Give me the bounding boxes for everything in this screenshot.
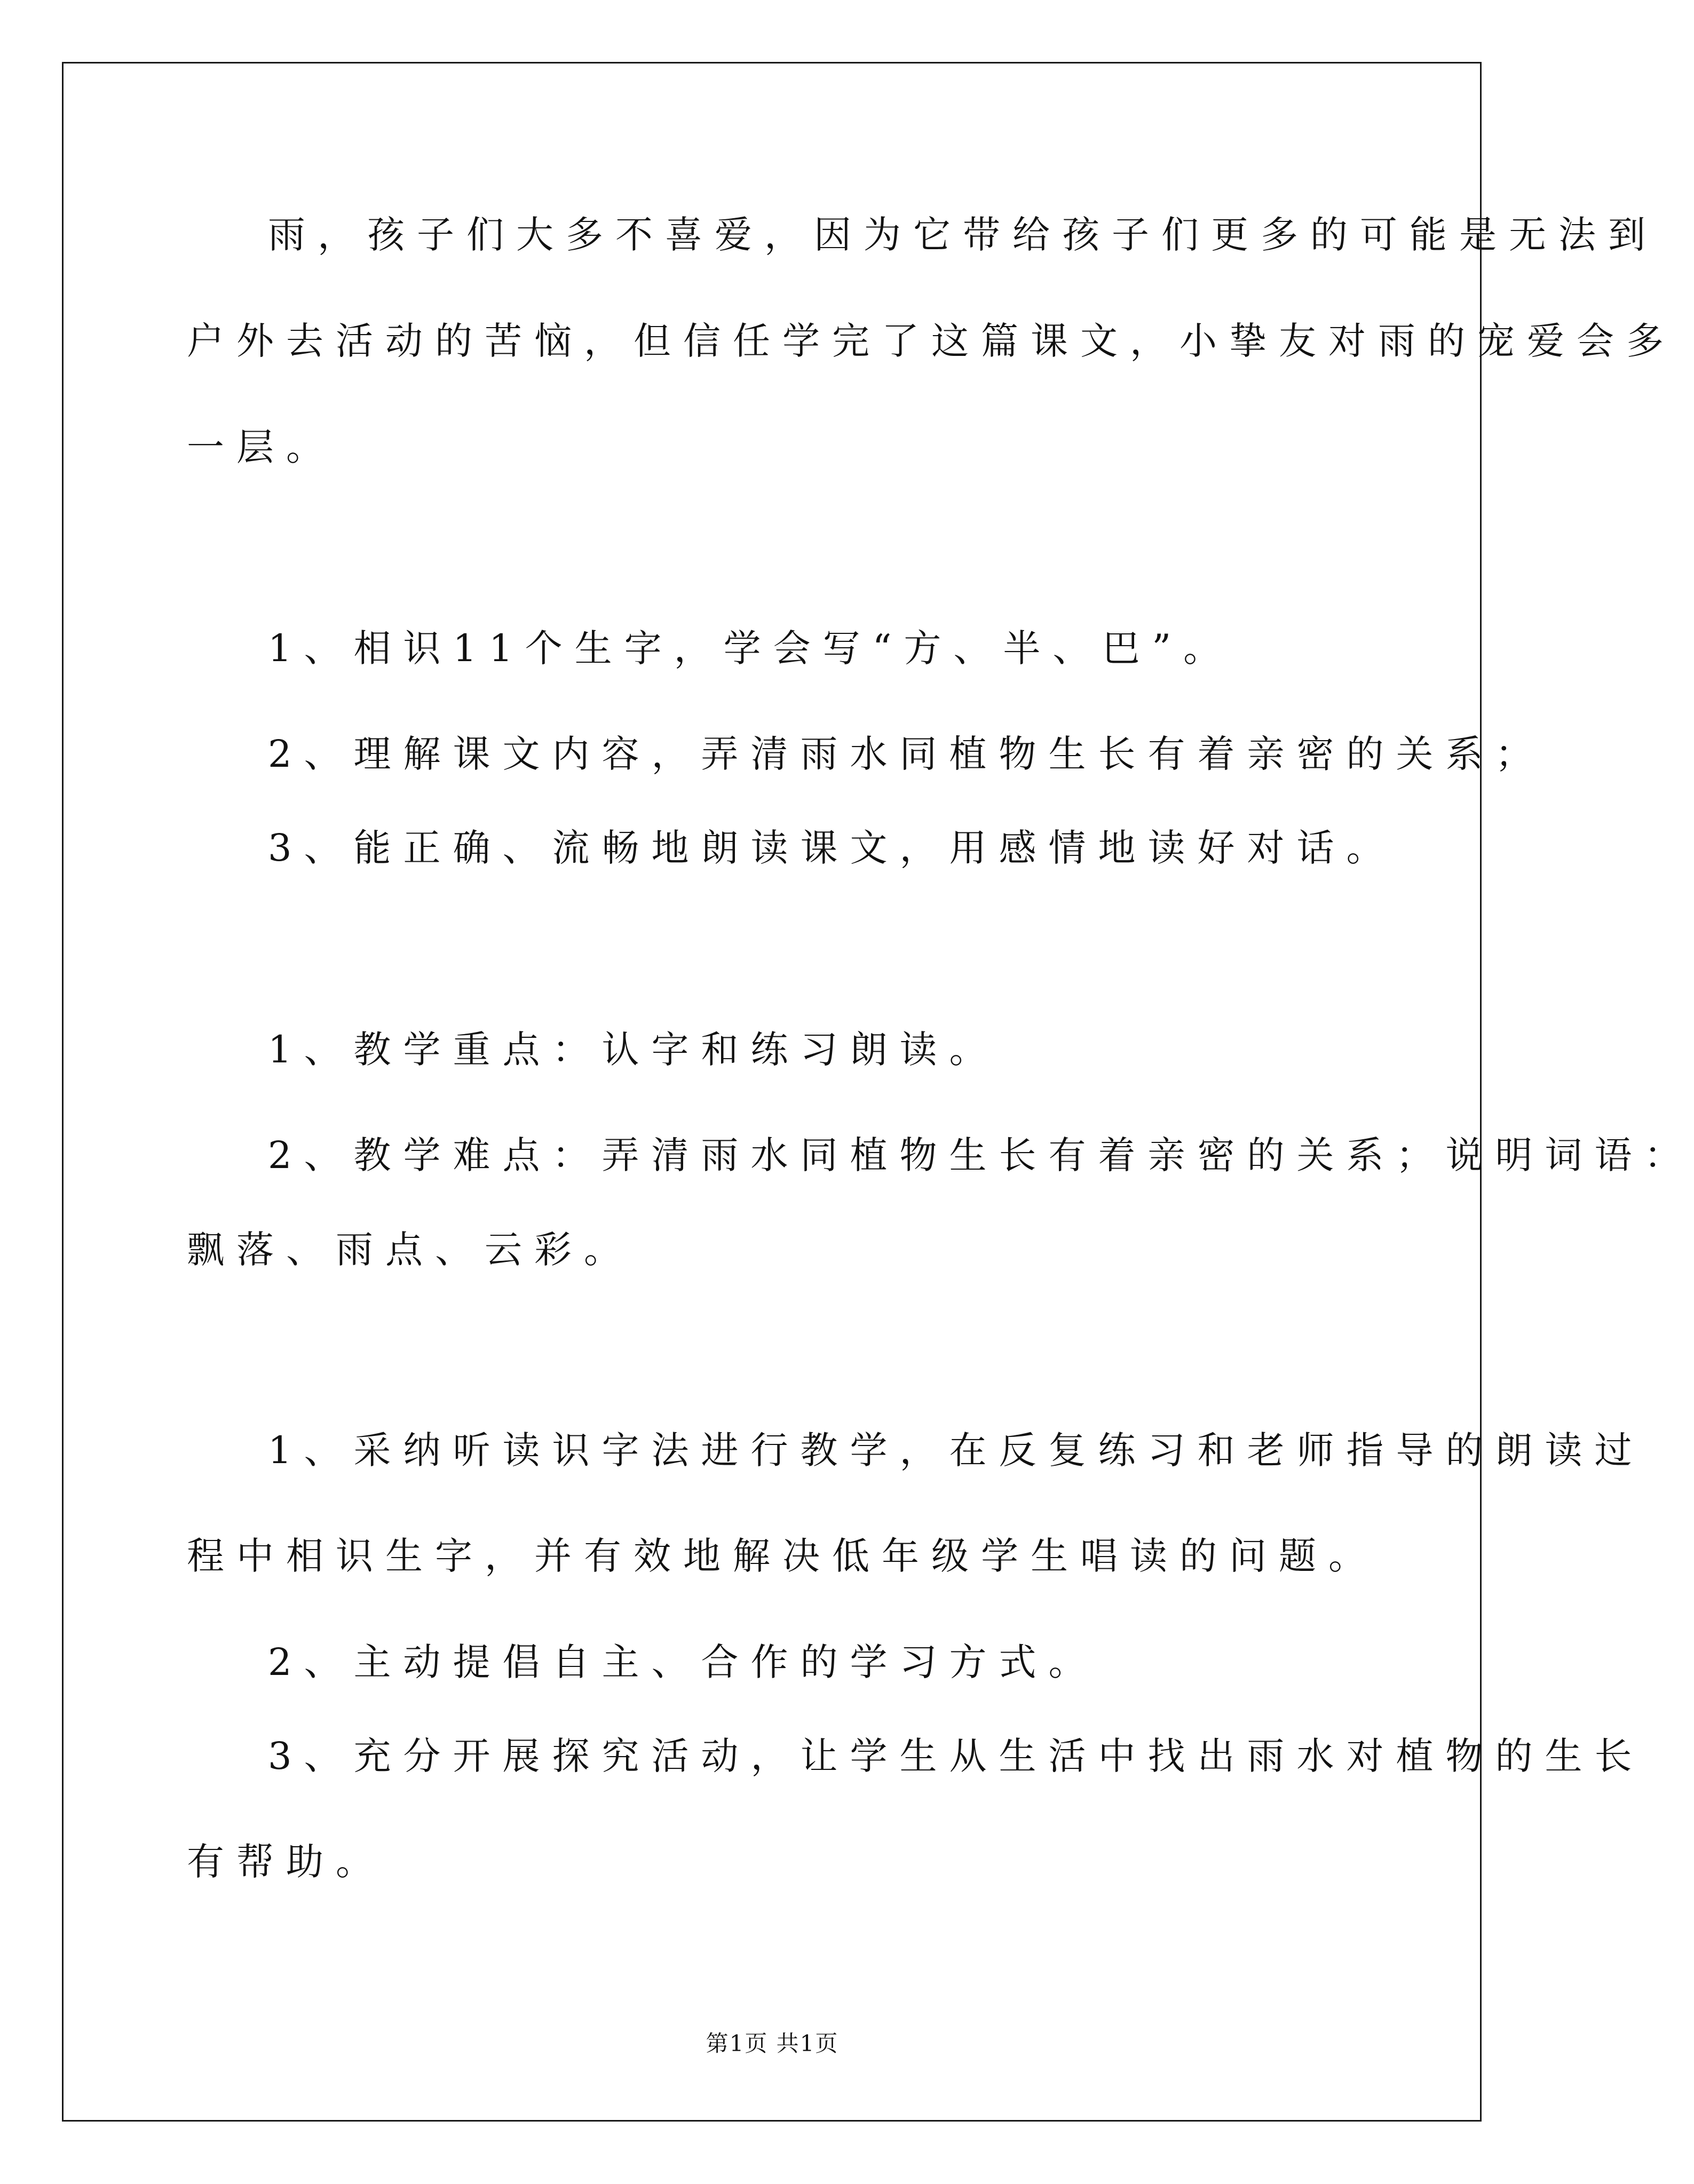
method-3-line-2: 有帮助。 [187, 1840, 385, 1884]
objective-3: 3、能正确、流畅地朗读课文，用感情地读好对话。 [268, 826, 1396, 870]
key-point-2-line-2: 飘落、雨点、云彩。 [187, 1228, 634, 1272]
page-border [62, 62, 1482, 2122]
method-2: 2、主动提倡自主、合作的学习方式。 [268, 1640, 1098, 1684]
method-1-line-1: 1、采纳听读识字法进行教学，在反复练习和老师指导的朗读过 [268, 1428, 1644, 1472]
key-point-2-line-1: 2、教学难点：弄清雨水同植物生长有着亲密的关系；说明词语： [268, 1133, 1694, 1177]
intro-line-2: 户外去活动的苦恼，但信任学完了这篇课文，小挚友对雨的宠爱会多 [187, 319, 1676, 363]
intro-line-3: 一层。 [187, 425, 336, 469]
objective-1: 1、相识11个生字，学会写“方、半、巴”。 [268, 626, 1233, 670]
intro-line-1: 雨，孩子们大多不喜爱，因为它带给孩子们更多的可能是无法到 [268, 213, 1658, 257]
method-3-line-1: 3、充分开展探究活动，让学生从生活中找出雨水对植物的生长 [268, 1734, 1644, 1778]
page-footer: 第1页 共1页 [706, 2030, 839, 2056]
objective-2: 2、理解课文内容，弄清雨水同植物生长有着亲密的关系； [268, 732, 1545, 776]
key-point-1: 1、教学重点：认字和练习朗读。 [268, 1028, 999, 1071]
method-1-line-2: 程中相识生字，并有效地解决低年级学生唱读的问题。 [187, 1534, 1378, 1578]
